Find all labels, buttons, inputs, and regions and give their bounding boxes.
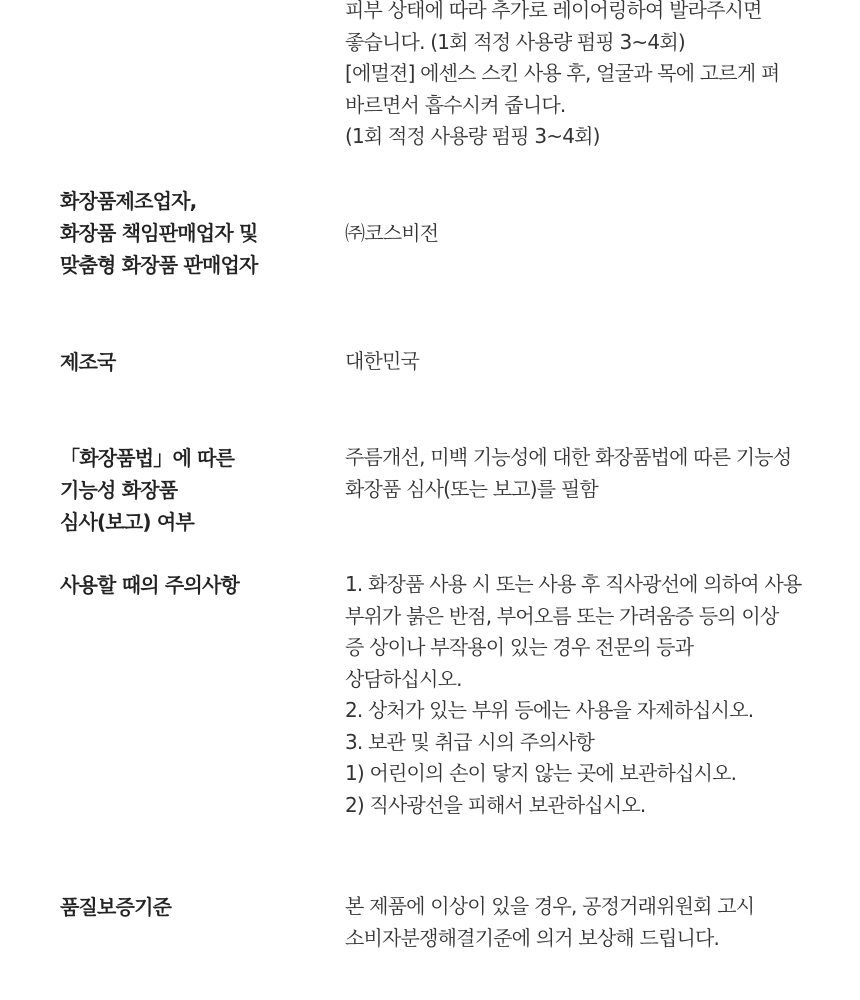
value-line: 1. 화장품 사용 시 또는 사용 후 직사광선에 의하여 사용 — [345, 572, 802, 596]
value-line: 피부 상태에 따라 추가로 레이어링하여 발라주시면 — [345, 0, 762, 22]
value-line: 소비자분쟁해결기준에 의거 보상해 드립니다. — [345, 925, 720, 950]
value-line: 바르면서 흡수시켜 줍니다. — [345, 92, 566, 117]
value-line: 주름개선, 미백 기능성에 대한 화장품법에 따른 기능성 — [345, 445, 792, 469]
label-line: 맞춤형 화장품 판매업자 — [60, 253, 258, 277]
value-line: 1) 어린이의 손이 닿지 않는 곳에 보관하십시오. — [345, 761, 737, 785]
label-line: 심사(보고) 여부 — [60, 510, 194, 534]
value-line: 본 제품에 이상이 있을 경우, 공정거래위원회 고시 — [345, 894, 755, 918]
manufacturer-value — [345, 218, 845, 250]
country-label — [60, 346, 330, 378]
value-line: 대한민국 — [345, 349, 420, 373]
label-line: 품질보증기준 — [60, 895, 172, 919]
label-line: 「화장품법」에 따른 — [60, 446, 235, 470]
value-line: 부위가 붉은 반점, 부어오름 또는 가려움증 등의 이상 — [345, 603, 779, 628]
value-line: 화장품 심사(또는 보고)를 필함 — [345, 476, 598, 501]
label-line: 제조국 — [60, 350, 116, 374]
value-line: 3. 보관 및 취급 시의 주의사항 — [345, 729, 594, 754]
country-value — [345, 346, 845, 378]
value-line: 증 상이나 부작용이 있는 경우 전문의 등과 — [345, 635, 694, 659]
value-line: ㈜코스비전 — [345, 221, 439, 245]
label-line: 사용할 때의 주의사항 — [60, 573, 240, 597]
quality-guarantee-label — [60, 891, 330, 923]
manufacturer-label — [60, 185, 330, 281]
label-line: 화장품 책임판매업자 및 — [60, 221, 258, 245]
usage-instructions-value — [345, 0, 845, 153]
value-line: 2) 직사광선을 피해서 보관하십시오. — [345, 792, 646, 817]
functional-review-value — [345, 442, 845, 505]
label-line: 화장품제조업자, — [60, 189, 197, 213]
value-line: 좋습니다. (1회 적정 사용량 펌핑 3~4회) — [345, 29, 685, 54]
value-line: 상담하십시오. — [345, 666, 462, 691]
precautions-label — [60, 569, 330, 601]
functional-review-label — [60, 442, 330, 538]
value-line: 2. 상처가 있는 부위 등에는 사용을 자제하십시오. — [345, 698, 754, 722]
quality-guarantee-value — [345, 891, 845, 954]
label-line: 기능성 화장품 — [60, 478, 178, 502]
value-line: (1회 적정 사용량 펌핑 3~4회) — [345, 124, 600, 148]
value-line: [에멀젼] 에센스 스킨 사용 후, 얼굴과 목에 고르게 펴 — [345, 61, 780, 85]
precautions-value — [345, 569, 845, 821]
